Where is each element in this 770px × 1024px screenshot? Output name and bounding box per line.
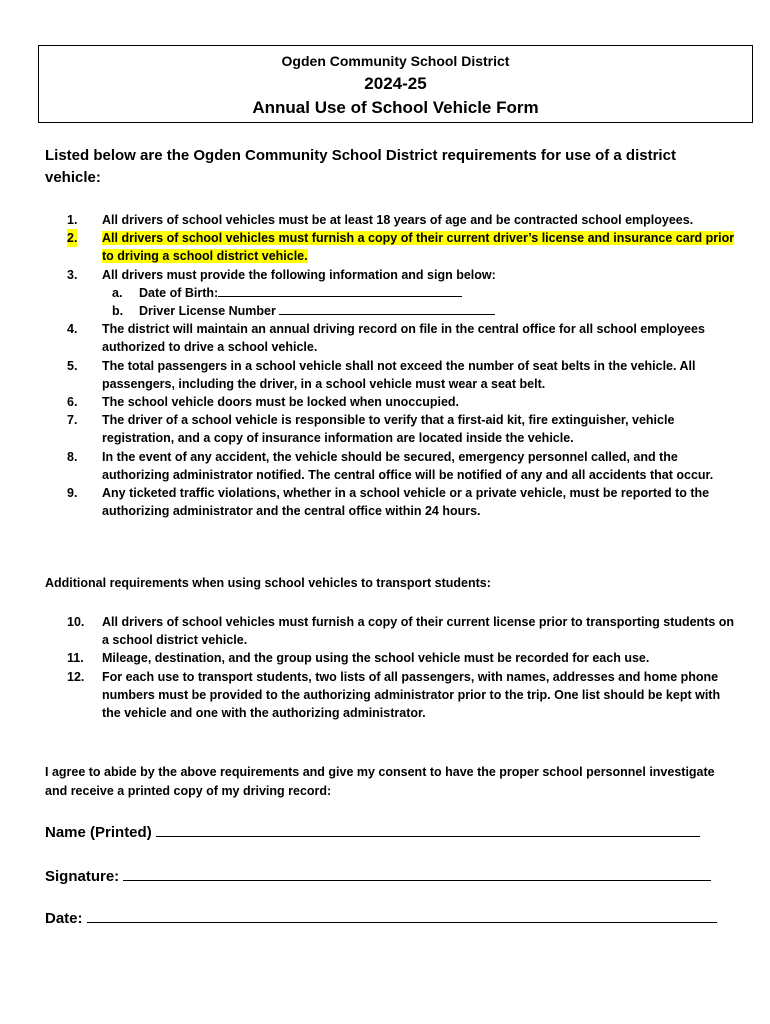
district-name: Ogden Community School District	[281, 53, 510, 69]
additional-list	[45, 613, 735, 722]
list-item: 10. All drivers of school vehicles must furnish a copy of their current license prior to transporting students on a school district vehicle.	[67, 615, 735, 648]
form-header	[38, 45, 753, 123]
date-row	[45, 908, 717, 927]
list-item: 6. The school vehicle doors must be locked when unoccupied.	[67, 395, 460, 410]
additional-heading: Additional requirements when using school vehicles to transport students:	[45, 576, 491, 590]
list-item: 11. Mileage, destination, and the group using the school vehicle must be recorded for each use.	[67, 651, 650, 666]
form-title: Annual Use of School Vehicle Form	[252, 98, 539, 117]
signature-row	[45, 866, 711, 885]
list-item: 9. Any ticketed traffic violations, whether in a school vehicle or a private vehicle, must be reported to the authorizing administrator and the central office within 24 hours.	[67, 486, 710, 519]
list-item: 4. The district will maintain an annual driving record on file in the central office for all school employees authorized to drive a school vehicle.	[67, 322, 705, 355]
date-field[interactable]	[87, 908, 717, 923]
school-year: 2024-25	[364, 74, 427, 93]
sub-item-license: b. Driver License Number	[45, 302, 735, 320]
requirements-list	[45, 211, 735, 520]
list-item-highlighted: 2. All drivers of school vehicles must furnish a copy of their current driver’s license and insurance card prior to driving a school district vehicle.	[67, 231, 735, 264]
list-item: 3. All drivers must provide the following information and sign below:	[67, 267, 496, 282]
signature-label: Signature:	[45, 868, 120, 885]
name-printed-label: Name (Printed)	[45, 824, 152, 841]
name-printed-row	[45, 822, 700, 841]
intro-text: Listed below are the Ogden Community School District requirements for use of a district vehicle:	[45, 147, 676, 186]
list-item: 5. The total passengers in a school vehicle shall not exceed the number of seat belts in the vehicle. All passengers, including the driver, in a school vehicle must wear a seat belt.	[67, 358, 696, 391]
list-item: 1. All drivers of school vehicles must be at least 18 years of age and be contracted school employees.	[67, 213, 694, 227]
agreement-text: I agree to abide by the above requirements and give my consent to have the proper school personnel investigate and receive a printed copy of my driving record:	[45, 765, 715, 798]
list-item: 12. For each use to transport students, two lists of all passengers, with names, addresses and home phone numbers must be provided to the authorizing administrator prior to the trip. One list should be kept with the vehicle and one with the authorizing administrator.	[67, 669, 721, 721]
dob-field[interactable]	[218, 284, 462, 297]
name-printed-field[interactable]	[156, 822, 700, 837]
sub-item-dob: a. Date of Birth:	[45, 284, 735, 302]
signature-field[interactable]	[123, 866, 711, 881]
list-item: 8. In the event of any accident, the vehicle should be secured, emergency personnel called, and the authorizing administrator notified. The central office will be notified of any and all accidents that occur.	[67, 449, 714, 482]
date-label: Date:	[45, 910, 83, 927]
license-number-field[interactable]	[279, 302, 495, 315]
list-item: 7. The driver of a school vehicle is responsible to verify that a first-aid kit, fire extinguisher, vehicle registration, and a copy of insurance information are located inside the vehicle.	[67, 413, 675, 446]
